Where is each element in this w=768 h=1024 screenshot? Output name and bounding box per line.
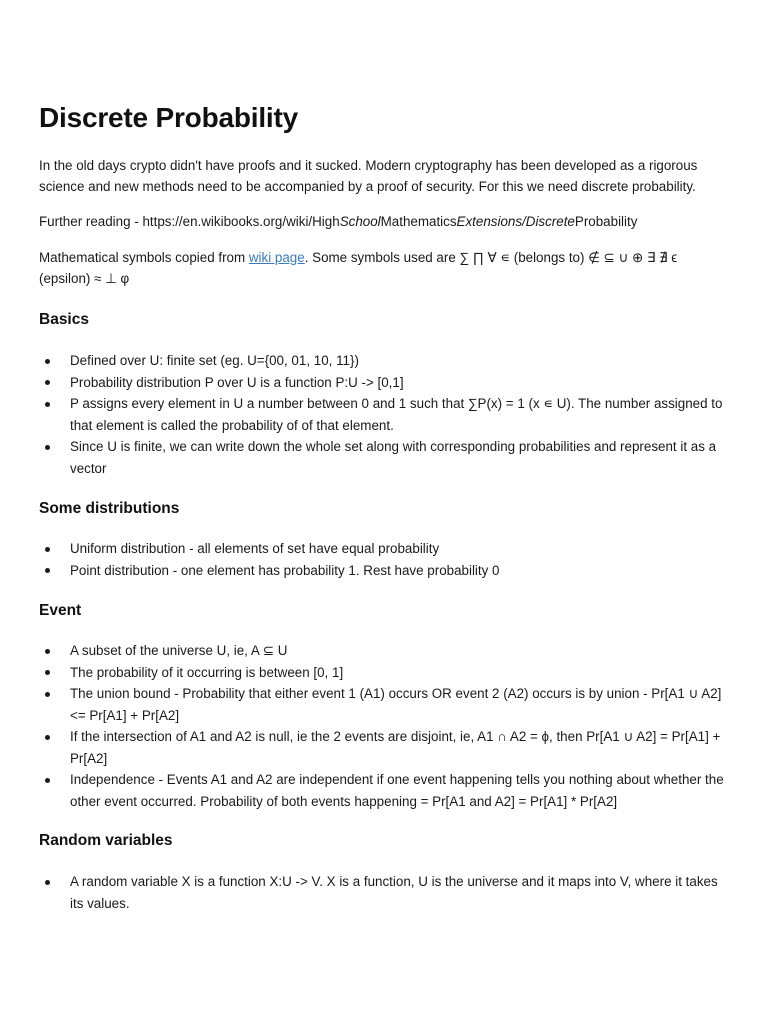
section-heading-distributions: Some distributions xyxy=(39,500,180,517)
event-list xyxy=(39,640,728,812)
section-heading-random-variables: Random variables xyxy=(39,832,173,849)
list-item: A random variable X is a function X:U -> V. X is a function, U is the universe and it maps into V, where it takes its values. xyxy=(70,871,728,914)
list-item: Independence - Events A1 and A2 are independent if one event happening tells you nothing about whether the other event occurred. Probability of both events happening = Pr[A1 and A2] = Pr[A1] * Pr[A2] xyxy=(70,769,728,812)
list-item: Since U is finite, we can write down the whole set along with corresponding probabilities and represent it as a vector xyxy=(70,436,728,479)
further-reading-italic-2: Extensions/Discrete xyxy=(456,214,575,229)
list-item: Defined over U: finite set (eg. U={00, 01, 10, 11}) xyxy=(70,350,728,372)
random-variables-list xyxy=(39,871,728,914)
section-heading-event: Event xyxy=(39,602,82,619)
section-heading-basics: Basics xyxy=(39,311,89,328)
list-item: Uniform distribution - all elements of set have equal probability xyxy=(70,538,728,560)
list-item: A subset of the universe U, ie, A ⊆ U xyxy=(70,640,728,662)
further-reading-part-2: Mathematics xyxy=(380,214,457,229)
list-item: The probability of it occurring is between [0, 1] xyxy=(70,662,728,684)
list-item: If the intersection of A1 and A2 is null, ie the 2 events are disjoint, ie, A1 ∩ A2 = ϕ, then Pr[A1 ∪ A2] = Pr[A1] + Pr[A2] xyxy=(70,726,728,769)
symbols-prefix: Mathematical symbols copied from xyxy=(39,250,249,265)
basics-list xyxy=(39,350,728,479)
list-item: Point distribution - one element has probability 1. Rest have probability 0 xyxy=(70,560,728,582)
list-item: P assigns every element in U a number between 0 and 1 such that ∑P(x) = 1 (x ∊ U). The number assigned to that element is called the probability of of that element. xyxy=(70,393,728,436)
symbols-paragraph xyxy=(39,247,728,289)
further-reading-paragraph xyxy=(39,211,728,232)
wiki-page-link[interactable]: wiki page xyxy=(248,250,305,265)
symbols-suffix: . Some symbols used are ∑ ∏ ∀ ∊ (belongs to) ∉ ⊆ ∪ ⊕ ∃ ∄ ϵ (epsilon) ≈ ⊥ φ xyxy=(39,250,678,286)
further-reading-prefix: Further reading - https://en.wikibooks.org/wiki/High xyxy=(39,214,340,229)
further-reading-part-4: Probability xyxy=(574,214,638,229)
intro-paragraph: In the old days crypto didn't have proofs and it sucked. Modern cryptography has been developed as a rigorous science and new methods need to be accompanied by a proof of security. For this we need discrete probability. xyxy=(39,158,698,194)
list-item: The union bound - Probability that either event 1 (A1) occurs OR event 2 (A2) occurs is by union - Pr[A1 ∪ A2] <= Pr[A1] + Pr[A2] xyxy=(70,683,728,726)
list-item: Probability distribution P over U is a function P:U -> [0,1] xyxy=(70,372,728,394)
distributions-list xyxy=(39,538,728,581)
page-title: Discrete Probability xyxy=(39,102,298,133)
further-reading-italic-1: School xyxy=(339,214,381,229)
